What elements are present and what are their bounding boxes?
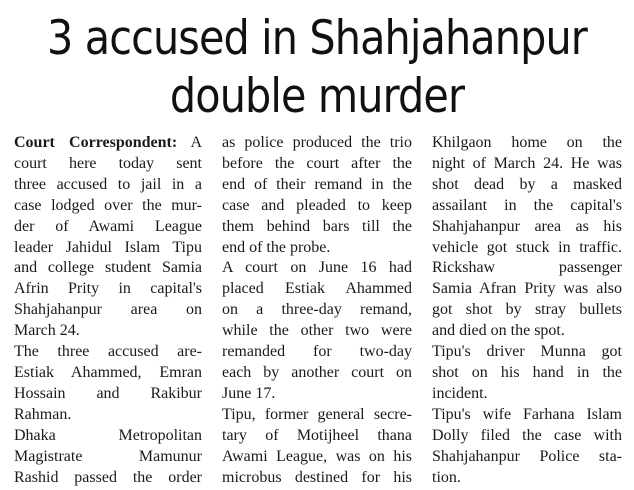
text-line: der of Awami League [14,217,202,235]
text-line: Awami League, was on his [222,447,412,465]
text-line: Khilgaon home on the [432,134,622,151]
article-column-3 [432,133,622,488]
text-line: microbus destined for his [222,468,412,486]
text-line: Rashid passed the order [14,468,202,486]
headline-line: 3 accused in Shahjahanpur [47,11,587,66]
text-line: end of the probe. [222,238,331,256]
text-line: A court on June 16 had [222,259,412,277]
text-line: before the court after the [222,154,412,172]
text-line: incident. [432,384,488,402]
text-line: Dhaka Metropolitan [14,426,202,444]
article-column-2 [222,133,412,488]
text-line: Shahjahanpur area as his [432,217,622,235]
text-line: while the other two were [222,322,412,340]
text-line: June 17. [222,384,276,402]
article-column-1 [14,133,202,488]
text-line: each by another court on [222,363,412,381]
text-line: Rickshaw passenger [432,259,622,277]
text-line: case and pleaded to keep [222,196,412,214]
text-line: Tipu's wife Farhana Islam [432,405,622,423]
text-line: Hossain and Rakibur [14,384,202,402]
text-line: assailant in the capital's [432,196,622,214]
text-line: end of their remand in the [222,175,412,193]
text-line: Shahjahanpur Police sta- [432,447,622,465]
text-line: got shot by stray bullets [432,301,622,319]
text-line: on a three-day remand, [222,301,412,319]
text-line: and college student Samia [14,259,202,277]
text-line: Magistrate Mamunur [14,447,202,465]
text-line: leader Jahidul Islam Tipu [14,238,202,256]
text-line: March 24. [14,322,80,340]
text-line: them behind bars till the [222,217,412,235]
byline: Court Correspondent: [14,134,178,151]
text-line: shot dead by a masked [432,175,622,193]
headline-line: double murder [169,69,465,124]
text-line: Tipu's driver Munna got [432,343,622,361]
text-line: The three accused are- [14,343,202,361]
text-line: Afrin Prity in capital's [14,280,202,298]
text-line: remanded for two-day [222,343,412,361]
text-line: tary of Motijheel thana [222,426,412,444]
text-line: court here today sent [14,154,202,172]
text-line [14,133,202,154]
text-line: night of March 24. He was [432,154,622,172]
text-line: Estiak Ahammed, Emran [14,363,202,381]
text-line: Rahman. [14,405,72,423]
text-line: shot on his hand in the [432,363,622,381]
text-line: and died on the spot. [432,322,565,340]
text-line: as police produced the trio [222,134,412,151]
text-line: Dolly filed the case with [432,426,622,444]
text-line: placed Estiak Ahammed [222,280,412,298]
text-line: vehicle got stuck in traffic. [432,238,622,256]
text-line: Tipu, former general secre- [222,405,412,423]
headline [0,10,634,126]
text-line: tion. [432,468,461,486]
text-line: Samia Afran Prity was also [432,280,622,298]
text-line: three accused to jail in a [14,175,202,193]
text-fragment: A [177,134,203,151]
text-line: Shahjahanpur area on [14,301,202,319]
text-line: case lodged over the mur- [14,196,202,214]
